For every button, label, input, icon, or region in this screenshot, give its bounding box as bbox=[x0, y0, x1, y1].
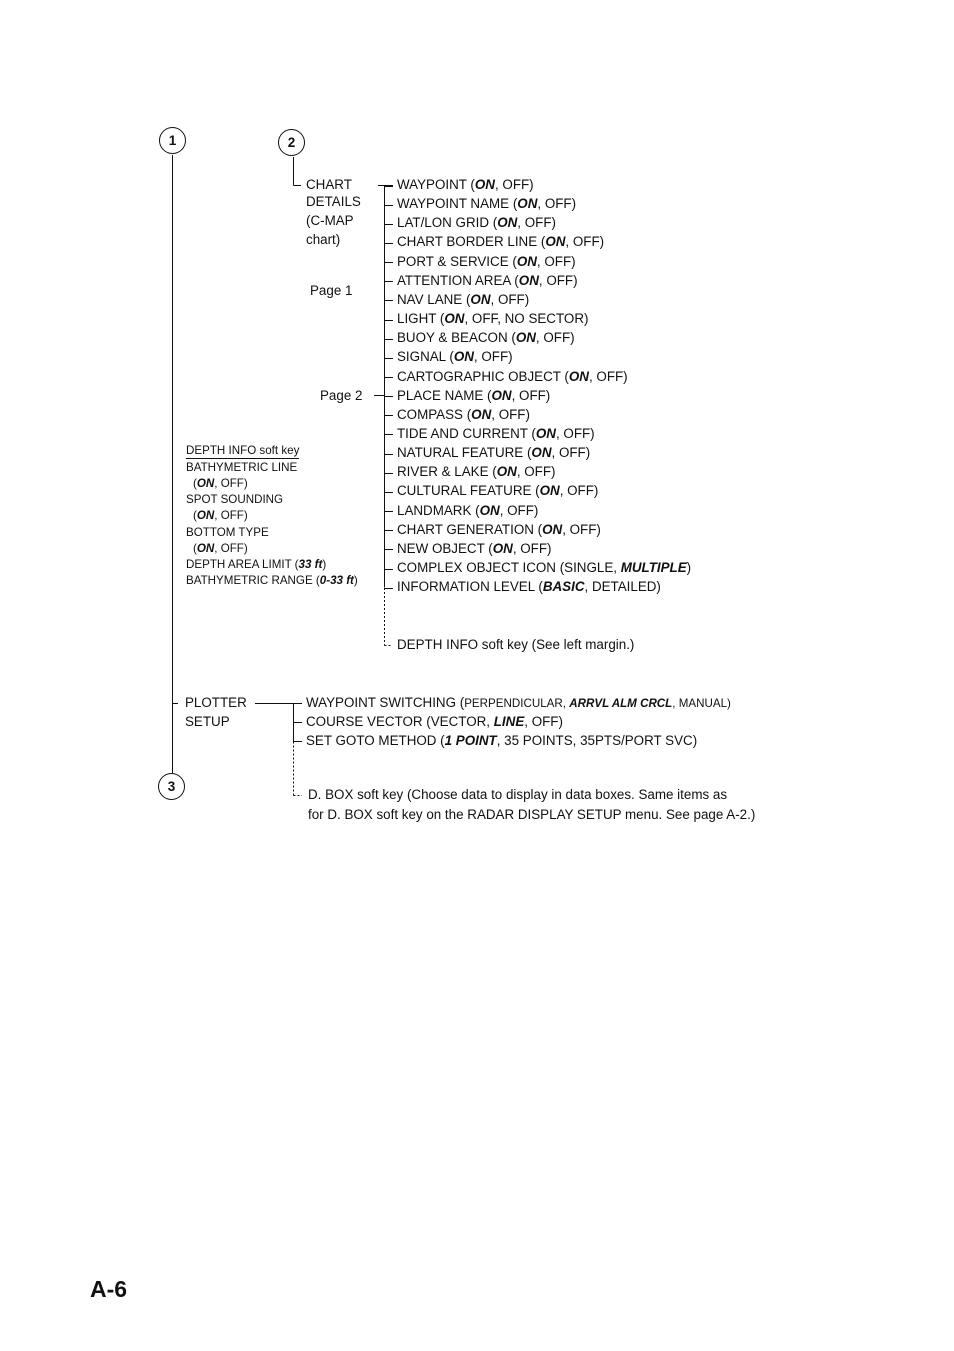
chart-details-heading-2: DETAILS bbox=[306, 194, 361, 209]
depth-area-limit-label: DEPTH AREA LIMIT (33 ft) bbox=[186, 558, 327, 571]
dbox-note-line-2: for D. BOX soft key on the RADAR DISPLAY SETUP menu. See page A-2.) bbox=[308, 807, 756, 822]
spot-sounding-label: SPOT SOUNDING bbox=[186, 493, 284, 506]
chart-details-item: CHART GENERATION (ON, OFF) bbox=[397, 521, 601, 537]
page-number: A-6 bbox=[90, 1276, 128, 1302]
chart-details-item: RIVER & LAKE (ON, OFF) bbox=[397, 464, 556, 480]
chart-details-item: BUOY & BEACON (ON, OFF) bbox=[397, 330, 575, 346]
chart-details-item: SIGNAL (ON, OFF) bbox=[397, 349, 513, 365]
chart-details-item: LIGHT (ON, OFF, NO SECTOR) bbox=[397, 311, 589, 327]
chart-details-item: COMPLEX OBJECT ICON (SINGLE, MULTIPLE) bbox=[397, 560, 692, 575]
chart-details-heading-4: chart) bbox=[306, 232, 341, 247]
plotter-setup-heading-2: SETUP bbox=[185, 714, 230, 729]
chart-details-item: WAYPOINT NAME (ON, OFF) bbox=[397, 196, 577, 212]
chart-details-item: TIDE AND CURRENT (ON, OFF) bbox=[397, 425, 595, 441]
waypoint-switching-item: WAYPOINT SWITCHING (PERPENDICULAR, ARRVL ALM CRCL, MANUAL) bbox=[306, 695, 731, 710]
chart-details-item: CHART BORDER LINE (ON, OFF) bbox=[397, 234, 605, 250]
chart-details-item: CULTURAL FEATURE (ON, OFF) bbox=[397, 483, 599, 499]
spot-sounding-options: (ON, OFF) bbox=[193, 509, 248, 522]
depth-info-note: DEPTH INFO soft key (See left margin.) bbox=[397, 637, 635, 652]
bottom-type-options: (ON, OFF) bbox=[193, 542, 248, 555]
chart-details-item: INFORMATION LEVEL (BASIC, DETAILED) bbox=[397, 579, 661, 595]
bottom-type-label: BOTTOM TYPE bbox=[186, 526, 269, 539]
chart-details-heading-1: CHART bbox=[306, 177, 352, 192]
page-1-label: Page 1 bbox=[310, 283, 353, 298]
chart-details-item: NAV LANE (ON, OFF) bbox=[397, 291, 530, 307]
bathymetric-line-label: BATHYMETRIC LINE bbox=[186, 461, 298, 474]
connector-marker-1: 1 bbox=[159, 127, 186, 154]
depth-info-title-text: DEPTH INFO soft key bbox=[186, 444, 300, 457]
bathymetric-range-label: BATHYMETRIC RANGE (0-33 ft) bbox=[186, 574, 358, 587]
chart-details-item: WAYPOINT (ON, OFF) bbox=[397, 177, 534, 192]
set-goto-method-item: SET GOTO METHOD (1 POINT, 35 POINTS, 35PTS/PORT SVC) bbox=[306, 733, 698, 748]
connector-marker-3: 3 bbox=[158, 773, 185, 800]
chart-details-item: NATURAL FEATURE (ON, OFF) bbox=[397, 445, 591, 461]
bathymetric-line-options: (ON, OFF) bbox=[193, 477, 248, 490]
depth-info-title bbox=[186, 444, 299, 458]
chart-details-heading-3: (C-MAP bbox=[306, 213, 354, 228]
chart-details-item: LANDMARK (ON, OFF) bbox=[397, 502, 539, 518]
chart-details-item: PORT & SERVICE (ON, OFF) bbox=[397, 253, 576, 269]
plotter-setup-heading-1: PLOTTER bbox=[185, 695, 247, 710]
chart-details-item: LAT/LON GRID (ON, OFF) bbox=[397, 215, 556, 231]
chart-details-item: PLACE NAME (ON, OFF) bbox=[397, 387, 551, 403]
chart-details-item: CARTOGRAPHIC OBJECT (ON, OFF) bbox=[397, 368, 628, 384]
course-vector-item: COURSE VECTOR (VECTOR, LINE, OFF) bbox=[306, 714, 563, 729]
page-2-label: Page 2 bbox=[320, 388, 363, 403]
chart-details-item: ATTENTION AREA (ON, OFF) bbox=[397, 272, 578, 288]
connector-marker-2: 2 bbox=[278, 129, 305, 156]
chart-details-item: NEW OBJECT (ON, OFF) bbox=[397, 540, 552, 556]
dbox-note-line-1: D. BOX soft key (Choose data to display in data boxes. Same items as bbox=[308, 787, 728, 802]
chart-details-item: COMPASS (ON, OFF) bbox=[397, 406, 530, 422]
